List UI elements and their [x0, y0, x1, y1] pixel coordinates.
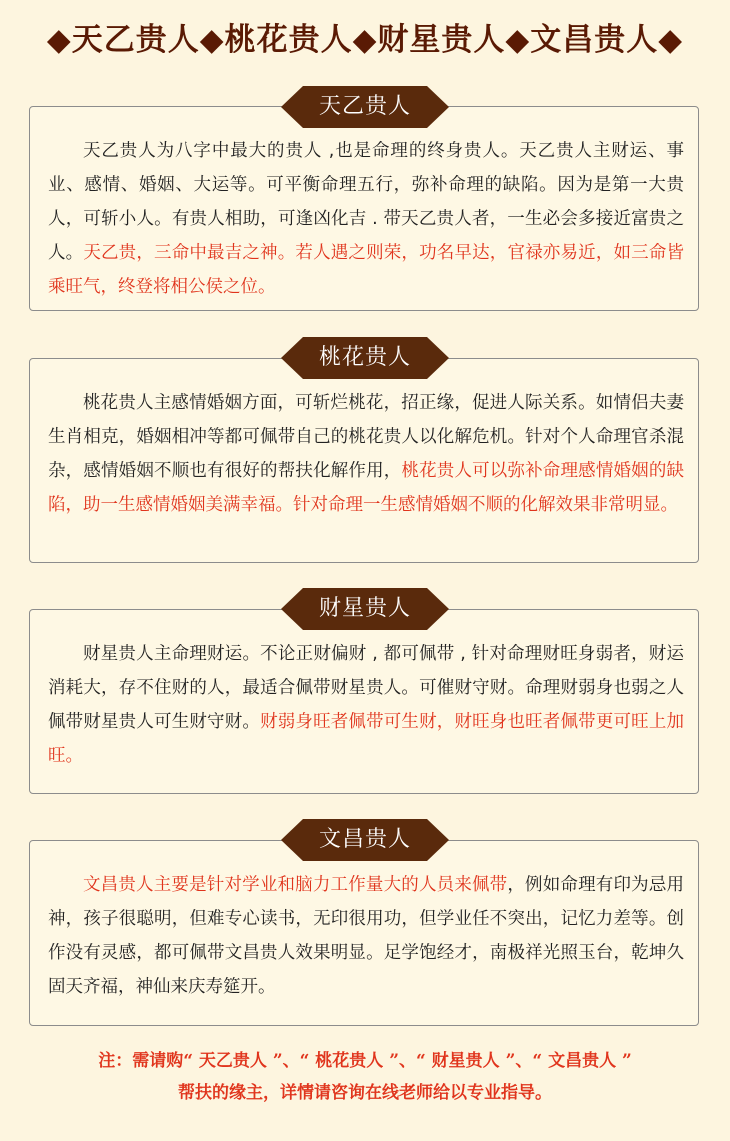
section-highlight: 桃花贵人可以弥补命理感情婚姻的缺陷，助一生感情婚姻美满幸福。针对命理一生感情婚姻不顺的化解效果非常明显。 — [48, 461, 685, 515]
section-banner-taohua — [281, 337, 449, 379]
section-body — [30, 841, 698, 1004]
page-headline: ◆天乙贵人◆桃花贵人◆财星贵人◆文昌贵人◆ — [46, 22, 684, 58]
section-banner-caixing — [281, 588, 449, 630]
section-highlight: 文昌贵人主要是针对学业和脑力工作量大的人员来佩带 — [83, 875, 508, 895]
section-banner-wenchang — [281, 819, 449, 861]
section-body — [30, 359, 698, 522]
section-text: 财星贵人主命理财运。不论正财偏财 , 都可佩带 , 针对命理财旺身弱者，财运消耗大，存不住财的人，最适合佩带财星贵人。可催财守财。命理财弱身也弱之人佩带财星贵人可生财守财。 — [48, 644, 684, 732]
section-banner-tianyi — [281, 86, 449, 128]
section-card-wenchang — [29, 840, 699, 1026]
section-body — [30, 107, 698, 304]
footnote-line-2: 帮扶的缘主，详情请咨询在线老师给以专业指导。 — [178, 1083, 552, 1103]
section-title: 文昌贵人 — [318, 827, 411, 852]
section-text: 天乙贵人为八字中最大的贵人 ,也是命理的终身贵人。天乙贵人主财运、事业、感情、婚姻、大运等。可平衡命理五行，弥补命理的缺陷。因为是第一大贵人，可斩小人。有贵人相助，可逢凶化吉 . 带天乙贵人者，一生必会多接近富贵之人。 — [48, 141, 684, 263]
section-text: 桃花贵人主感情婚姻方面，可斩烂桃花，招正缘，促进人际关系。如情侣夫妻生肖相克，婚姻相冲等都可佩带自己的桃花贵人以化解危机。针对个人命理官杀混杂，感情婚姻不顺也有很好的帮扶化解作用， — [48, 393, 684, 481]
section-title: 天乙贵人 — [318, 94, 411, 119]
section-card-taohua — [29, 358, 699, 563]
section-card-tianyi — [29, 106, 699, 311]
section-highlight: 天乙贵，三命中最吉之神。若人遇之则荣，功名早达，官禄亦易近，如三命皆乘旺气，终登将相公侯之位。 — [48, 243, 684, 297]
section-card-caixing — [29, 609, 699, 794]
section-tail: ，例如命理有印为忌用神，孩子很聪明，但难专心读书，无印很用功，但学业任不突出，记忆力差等。创作没有灵感，都可佩带文昌贵人效果明显。足学饱经才，南极祥光照玉台，乾坤久固天齐福，神仙来庆寿筵开。 — [48, 875, 685, 997]
section-highlight: 财弱身旺者佩带可生财，财旺身也旺者佩带更可旺上加旺。 — [48, 712, 685, 766]
section-body — [30, 610, 698, 773]
section-title: 财星贵人 — [318, 596, 411, 621]
footnote-line-1: 注：需请购“ 天乙贵人 ”、“ 桃花贵人 ”、“ 财星贵人 ”、“ 文昌贵人 ” — [98, 1051, 632, 1071]
section-title: 桃花贵人 — [318, 345, 411, 370]
